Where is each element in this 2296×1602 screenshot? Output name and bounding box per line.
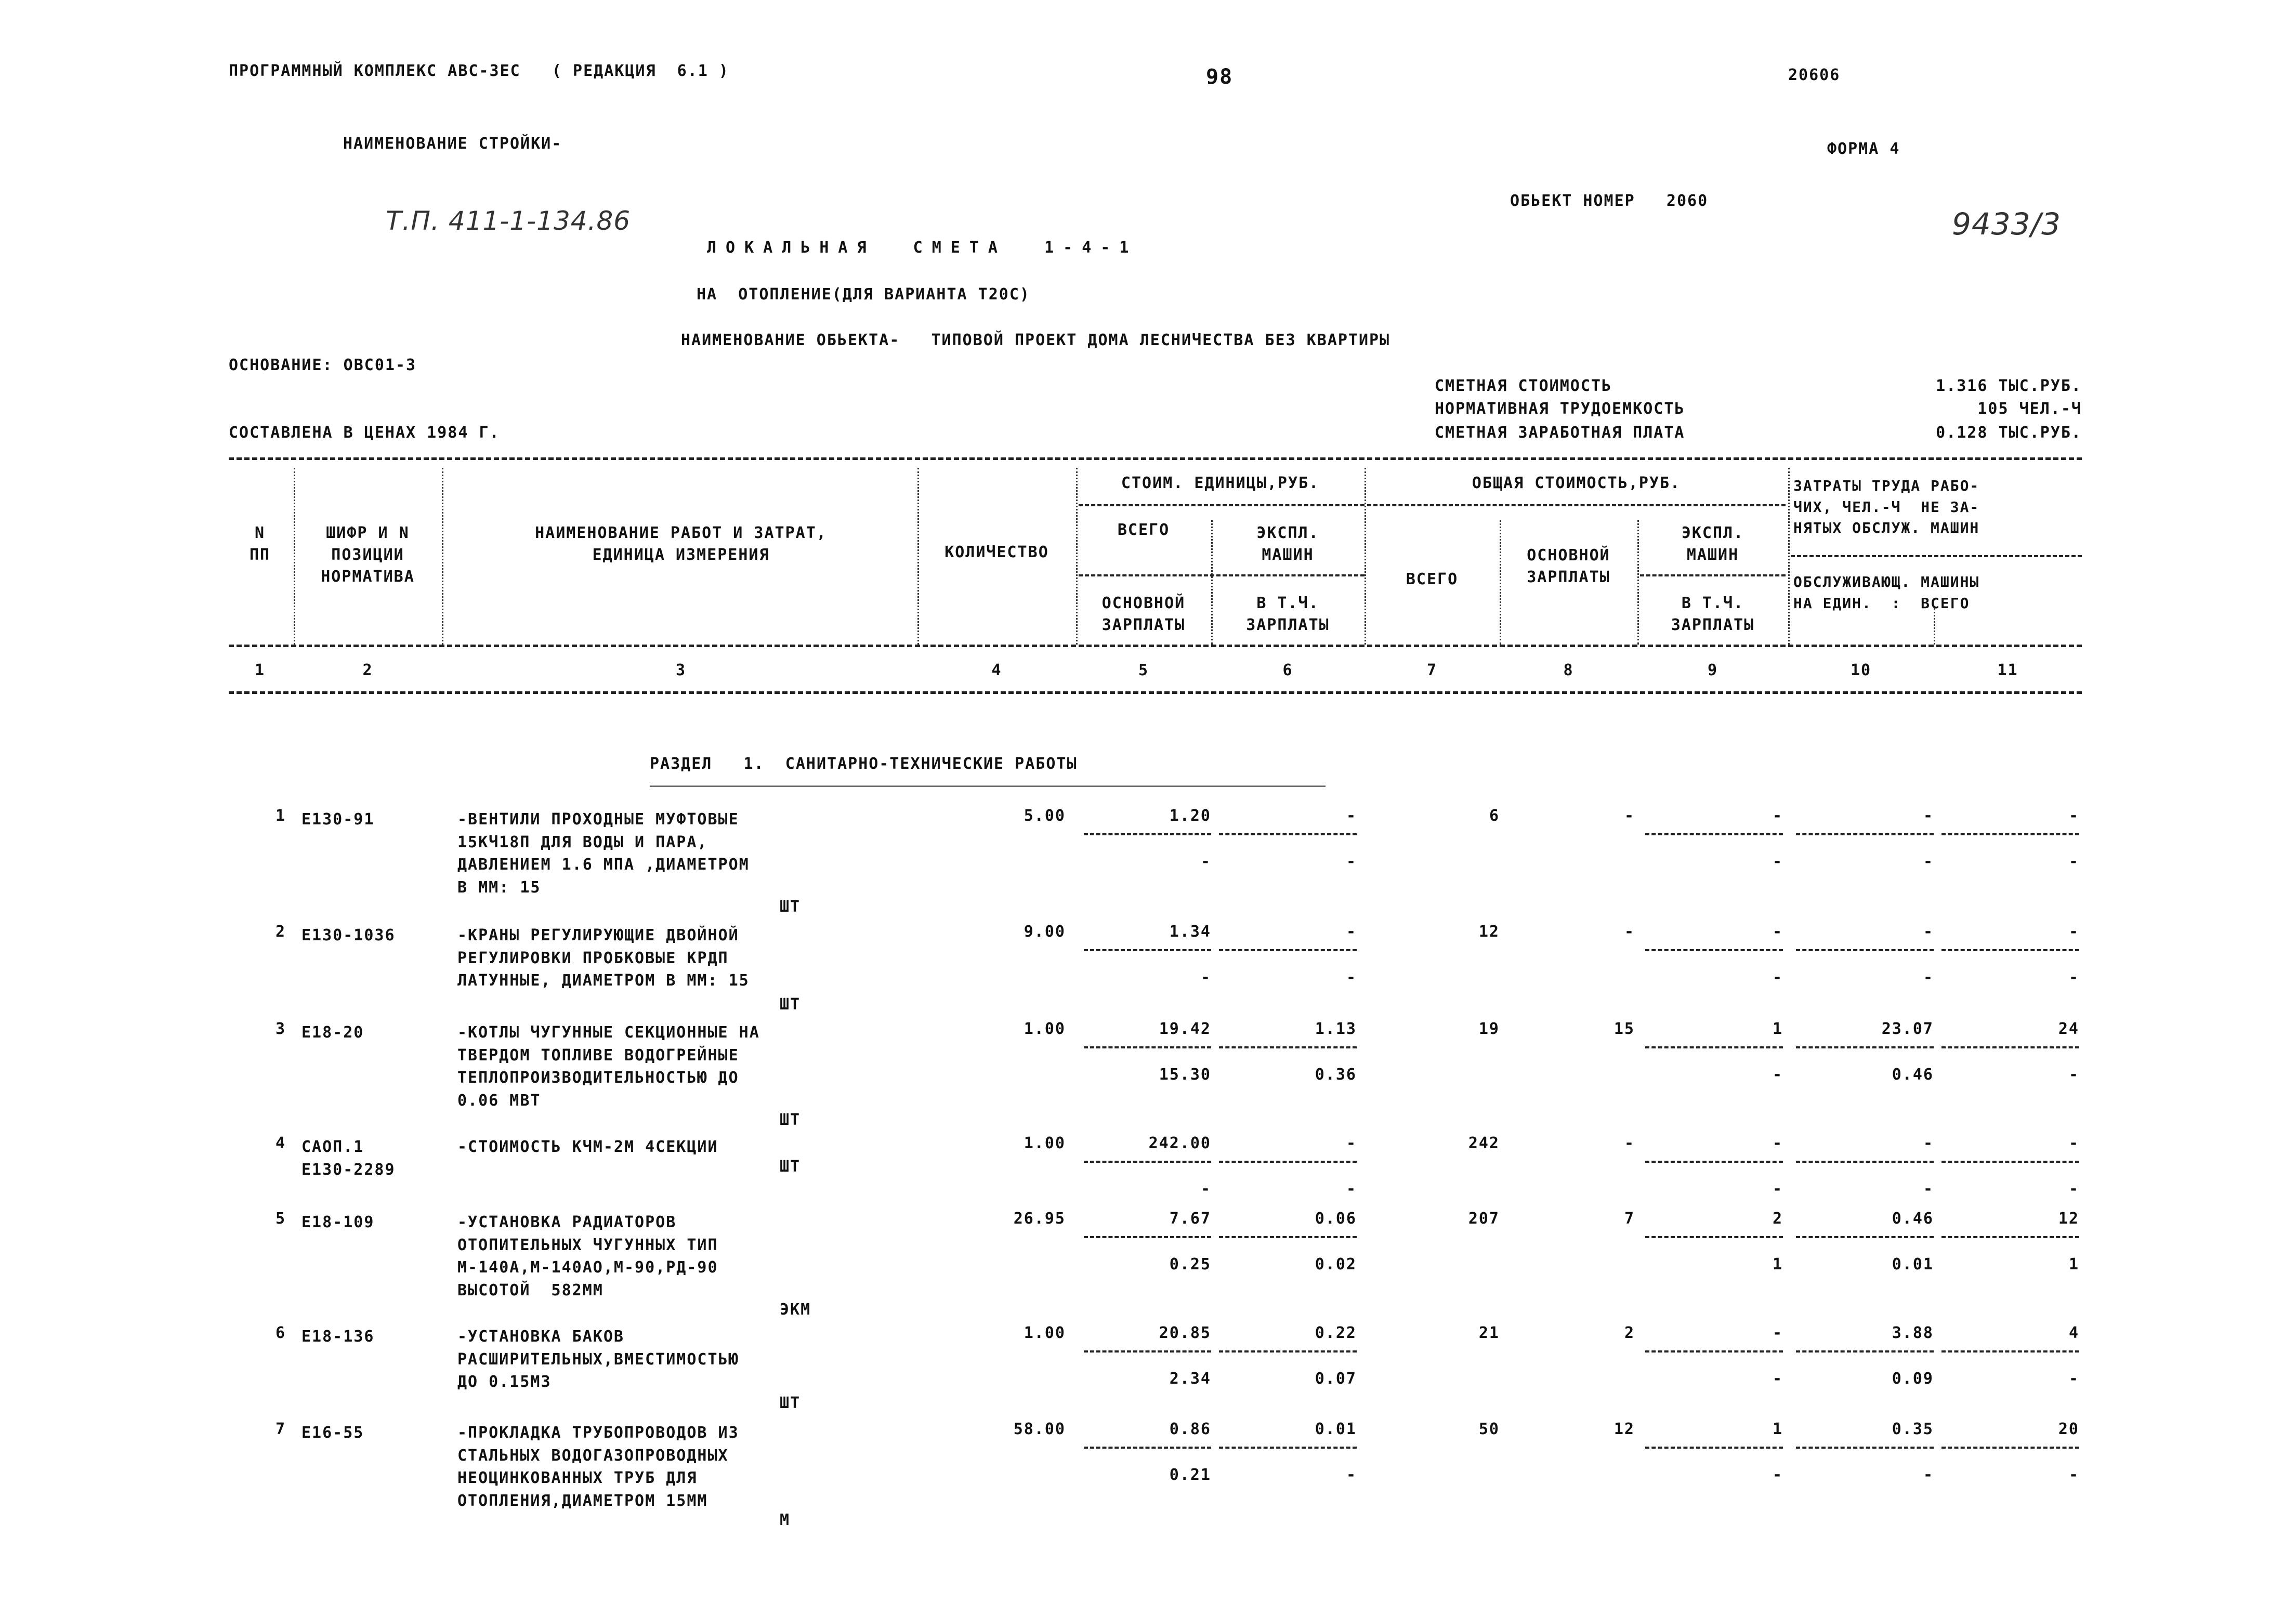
- th-unit-rule: [1079, 504, 1365, 506]
- row-labor-unit: 0.35: [1892, 1420, 1934, 1438]
- col-num-9: 9: [1707, 661, 1718, 679]
- row-labor-total: 12: [2058, 1210, 2079, 1228]
- col-num-8: 8: [1563, 661, 1574, 679]
- row-quantity: 9.00: [1024, 923, 1066, 941]
- row-mach-labor-total: -: [2068, 1370, 2079, 1388]
- row-labor-total-rule: [1941, 1161, 2079, 1163]
- row-unit-total: 20.85: [1159, 1324, 1211, 1342]
- rule-header-bottom: [229, 645, 2082, 647]
- row-total-base: -: [1624, 807, 1635, 825]
- th-unit-rule-2: [1079, 574, 1365, 576]
- col-num-1: 1: [254, 661, 266, 679]
- col-sep-6: [1365, 468, 1366, 645]
- row-mach-labor-total: -: [2068, 852, 2079, 871]
- row-total-mach-rule: [1645, 949, 1783, 951]
- section-underline: [650, 785, 1326, 787]
- row-total-incl: -: [1772, 1370, 1783, 1388]
- row-unit-rule: [1084, 949, 1211, 951]
- row-unit-base: 0.25: [1169, 1255, 1211, 1273]
- col-num-7: 7: [1426, 661, 1438, 679]
- row-mach-rule: [1219, 833, 1357, 835]
- row-mach-rule: [1219, 1046, 1357, 1048]
- row-unit-mach: -: [1346, 1134, 1357, 1152]
- row-unit: М: [780, 1511, 791, 1529]
- row-total-mach-rule: [1645, 1046, 1783, 1048]
- row-total-incl: -: [1772, 1466, 1783, 1484]
- row-unit-base: 15.30: [1159, 1066, 1211, 1084]
- row-total-all: 50: [1478, 1420, 1500, 1438]
- row-mach-labor-unit: 0.46: [1892, 1066, 1934, 1084]
- row-unit-rule: [1084, 833, 1211, 835]
- row-unit-rule: [1084, 1447, 1211, 1449]
- row-total-mach-rule: [1645, 1161, 1783, 1163]
- th-name: НАИМЕНОВАНИЕ РАБОТ И ЗАТРАТ, ЕДИНИЦА ИЗМЕРЕНИЯ: [535, 524, 827, 564]
- summary-value-wage: 0.128 ТЫС.РУБ.: [1936, 424, 2082, 442]
- row-total-mach-rule: [1645, 833, 1783, 835]
- col-sep-9: [1788, 468, 1790, 645]
- th-total-cost: ОБЩАЯ СТОИМОСТЬ,РУБ.: [1472, 474, 1681, 492]
- row-mach-labor-total: -: [2068, 1066, 2079, 1084]
- row-labor-total: -: [2068, 923, 2079, 941]
- program-line: ПРОГРАММНЫЙ КОМПЛЕКС АВС-3ЕС ( РЕДАКЦИЯ 6.1 ): [229, 62, 729, 80]
- row-total-incl: -: [1772, 852, 1783, 871]
- row-labor-total: -: [2068, 807, 2079, 825]
- row-quantity: 1.00: [1024, 1134, 1066, 1152]
- row-labor-unit: -: [1923, 923, 1934, 941]
- construction-label: НАИМЕНОВАНИЕ СТРОЙКИ-: [343, 135, 562, 153]
- row-unit-rule: [1084, 1350, 1211, 1352]
- doc-subtitle: НА ОТОПЛЕНИЕ(ДЛЯ ВАРИАНТА Т20С): [697, 285, 1030, 304]
- row-number: 1: [275, 807, 286, 825]
- row-total-mach: -: [1772, 923, 1783, 941]
- row-labor-total: 20: [2058, 1420, 2079, 1438]
- col-num-10: 10: [1850, 661, 1872, 679]
- row-unit-rule: [1084, 1161, 1211, 1163]
- row-total-base: -: [1624, 1134, 1635, 1152]
- form-label: ФОРМА 4: [1827, 140, 1900, 158]
- col-num-6: 6: [1282, 661, 1293, 679]
- row-mach-rule: [1219, 1236, 1357, 1238]
- row-unit: ШТ: [780, 995, 801, 1014]
- row-unit-mach: 0.22: [1315, 1324, 1357, 1342]
- row-labor-unit-rule: [1796, 1046, 1934, 1048]
- summary-label-cost: СМЕТНАЯ СТОИМОСТЬ: [1435, 377, 1612, 395]
- row-unit-mach: 0.06: [1315, 1210, 1357, 1228]
- th-total-mach: ЭКСПЛ. МАШИН: [1681, 524, 1744, 564]
- row-total-incl: -: [1772, 1066, 1783, 1084]
- row-total-mach: 1: [1772, 1020, 1783, 1038]
- row-labor-unit-rule: [1796, 833, 1934, 835]
- summary-value-cost: 1.316 ТЫС.РУБ.: [1936, 377, 2082, 395]
- row-total-incl: -: [1772, 968, 1783, 987]
- row-unit-incl: 0.07: [1315, 1370, 1357, 1388]
- compiled-prices: СОСТАВЛЕНА В ЦЕНАХ 1984 Г.: [229, 424, 500, 442]
- row-name: -ВЕНТИЛИ ПРОХОДНЫЕ МУФТОВЫЕ 15КЧ18П ДЛЯ ВОДЫ И ПАРА, ДАВЛЕНИЕМ 1.6 МПА ,ДИАМЕТРОМ В ММ: 15: [457, 810, 750, 897]
- row-total-base: 2: [1624, 1324, 1635, 1342]
- row-code: САОП.1 Е130-2289: [301, 1138, 396, 1179]
- row-labor-unit: -: [1923, 807, 1934, 825]
- row-code: Е130-1036: [301, 926, 396, 944]
- row-mach-labor-unit: -: [1923, 968, 1934, 987]
- row-total-incl: -: [1772, 1180, 1783, 1198]
- th-total-incl: В Т.Ч. ЗАРПЛАТЫ: [1671, 594, 1755, 634]
- row-quantity: 5.00: [1024, 807, 1066, 825]
- row-total-all: 21: [1478, 1324, 1500, 1342]
- row-quantity: 1.00: [1024, 1020, 1066, 1038]
- row-unit-incl: 0.02: [1315, 1255, 1357, 1273]
- row-mach-labor-unit: -: [1923, 1180, 1934, 1198]
- row-code: Е18-109: [301, 1213, 375, 1231]
- row-name: -УСТАНОВКА БАКОВ РАСШИРИТЕЛЬНЫХ,ВМЕСТИМОСТЬЮ ДО 0.15М3: [457, 1328, 739, 1391]
- row-labor-total: 4: [2068, 1324, 2079, 1342]
- row-total-mach: -: [1772, 1134, 1783, 1152]
- row-total-mach: 2: [1772, 1210, 1783, 1228]
- col-sep-2: [442, 468, 443, 645]
- row-total-mach: -: [1772, 1324, 1783, 1342]
- row-mach-rule: [1219, 949, 1357, 951]
- row-mach-labor-total: -: [2068, 968, 2079, 987]
- row-labor-total-rule: [1941, 1447, 2079, 1449]
- th-total-rule: [1367, 504, 1786, 506]
- row-unit-incl: 0.36: [1315, 1066, 1357, 1084]
- row-number: 4: [275, 1134, 286, 1152]
- row-labor-unit-rule: [1796, 949, 1934, 951]
- rule-top: [229, 457, 2082, 460]
- summary-label-labor: НОРМАТИВНАЯ ТРУДОЕМКОСТЬ: [1435, 400, 1685, 418]
- th-unit-cost: СТОИМ. ЕДИНИЦЫ,РУБ.: [1121, 474, 1320, 492]
- row-mach-labor-unit: -: [1923, 852, 1934, 871]
- row-code: Е18-136: [301, 1328, 375, 1346]
- summary-value-labor: 105 ЧЕЛ.-Ч: [1977, 400, 2082, 418]
- row-mach-rule: [1219, 1161, 1357, 1163]
- row-unit-total: 242.00: [1148, 1134, 1211, 1152]
- row-name: -СТОИМОСТЬ КЧМ-2М 4СЕКЦИИ: [457, 1138, 718, 1156]
- page-number: 98: [1206, 65, 1234, 89]
- row-number: 3: [275, 1020, 286, 1038]
- row-total-mach-rule: [1645, 1236, 1783, 1238]
- row-total-base: 12: [1613, 1420, 1635, 1438]
- row-total-all: 19: [1478, 1020, 1500, 1038]
- row-number: 6: [275, 1324, 286, 1342]
- row-mach-labor-total: -: [2068, 1180, 2079, 1198]
- row-labor-unit-rule: [1796, 1350, 1934, 1352]
- row-mach-rule: [1219, 1447, 1357, 1449]
- row-unit-total: 1.34: [1169, 923, 1211, 941]
- th-unit-base: ОСНОВНОЙ ЗАРПЛАТЫ: [1101, 594, 1186, 634]
- handwritten-number: 9433/3: [1952, 206, 2062, 242]
- row-code: Е16-55: [301, 1424, 364, 1442]
- row-labor-unit: 0.46: [1892, 1210, 1934, 1228]
- row-code: Е18-20: [301, 1023, 364, 1042]
- row-total-all: 207: [1468, 1210, 1500, 1228]
- row-unit-base: -: [1200, 852, 1211, 871]
- row-unit: ШТ: [780, 1394, 801, 1412]
- row-unit-total: 7.67: [1169, 1210, 1211, 1228]
- col-num-3: 3: [675, 661, 687, 679]
- th-unit-total: ВСЕГО: [1117, 521, 1170, 539]
- doc-title: ЛОКАЛЬНАЯ СМЕТА 1-4-1: [707, 239, 1138, 257]
- row-unit: ЭКМ: [780, 1301, 811, 1319]
- row-mach-labor-total: -: [2068, 1466, 2079, 1484]
- row-unit-incl: -: [1346, 968, 1357, 987]
- row-unit-base: 2.34: [1169, 1370, 1211, 1388]
- col-num-4: 4: [991, 661, 1002, 679]
- row-quantity: 58.00: [1013, 1420, 1066, 1438]
- th-number: N ПП: [249, 524, 271, 564]
- row-total-incl: 1: [1772, 1255, 1783, 1273]
- row-total-base: 7: [1624, 1210, 1635, 1228]
- row-number: 7: [275, 1420, 286, 1438]
- row-labor-unit-rule: [1796, 1236, 1934, 1238]
- row-labor-unit-rule: [1796, 1447, 1934, 1449]
- row-labor-total: -: [2068, 1134, 2079, 1152]
- th-labor-rule: [1791, 555, 2082, 557]
- row-total-base: -: [1624, 923, 1635, 941]
- row-total-mach: 1: [1772, 1420, 1783, 1438]
- col-num-11: 11: [1997, 661, 2018, 679]
- object-number: ОБЬЕКТ НОМЕР 2060: [1510, 192, 1709, 210]
- row-unit-mach: 0.01: [1315, 1420, 1357, 1438]
- row-unit-rule: [1084, 1236, 1211, 1238]
- row-labor-unit: -: [1923, 1134, 1934, 1152]
- th-unit-incl: В Т.Ч. ЗАРПЛАТЫ: [1246, 594, 1330, 634]
- row-labor-total-rule: [1941, 1236, 2079, 1238]
- row-labor-total-rule: [1941, 833, 2079, 835]
- row-unit-incl: -: [1346, 1466, 1357, 1484]
- row-total-all: 242: [1468, 1134, 1500, 1152]
- row-labor-total-rule: [1941, 1046, 2079, 1048]
- row-unit-incl: -: [1346, 1180, 1357, 1198]
- th-code: ШИФР И N ПОЗИЦИИ НОРМАТИВА: [321, 524, 415, 586]
- row-unit-base: -: [1200, 1180, 1211, 1198]
- row-unit: ШТ: [780, 1111, 801, 1129]
- row-unit-mach: 1.13: [1315, 1020, 1357, 1038]
- col-num-5: 5: [1138, 661, 1149, 679]
- row-labor-unit: 23.07: [1881, 1020, 1934, 1038]
- row-unit-rule: [1084, 1046, 1211, 1048]
- th-labor-2: ОБСЛУЖИВАЮЩ. МАШИНЫ НА ЕДИН. : ВСЕГО: [1793, 573, 1980, 612]
- th-total-base: ОСНОВНОЙ ЗАРПЛАТЫ: [1527, 546, 1610, 586]
- row-unit-total: 1.20: [1169, 807, 1211, 825]
- row-labor-unit-rule: [1796, 1161, 1934, 1163]
- row-unit-total: 0.86: [1169, 1420, 1211, 1438]
- doc-code: 20606: [1788, 66, 1841, 84]
- row-unit: ШТ: [780, 1158, 801, 1176]
- section-title: РАЗДЕЛ 1. САНИТАРНО-ТЕХНИЧЕСКИЕ РАБОТЫ: [650, 755, 1078, 773]
- row-name: -УСТАНОВКА РАДИАТОРОВ ОТОПИТЕЛЬНЫХ ЧУГУННЫХ ТИП М-140А,М-140АО,М-90,РД-90 ВЫСОТОЙ 582ММ: [457, 1213, 718, 1299]
- row-total-mach-rule: [1645, 1350, 1783, 1352]
- th-unit-mach: ЭКСПЛ. МАШИН: [1256, 524, 1319, 564]
- row-mach-rule: [1219, 1350, 1357, 1352]
- row-labor-unit: 3.88: [1892, 1324, 1934, 1342]
- row-unit-base: 0.21: [1169, 1466, 1211, 1484]
- summary-label-wage: СМЕТНАЯ ЗАРАБОТНАЯ ПЛАТА: [1435, 424, 1685, 442]
- row-number: 2: [275, 923, 286, 941]
- row-mach-labor-total: 1: [2068, 1255, 2079, 1273]
- row-name: -ПРОКЛАДКА ТРУБОПРОВОДОВ ИЗ СТАЛЬНЫХ ВОДОГАЗОПРОВОДНЫХ НЕОЦИНКОВАННЫХ ТРУБ ДЛЯ ОТОПЛЕНИЯ,ДИАМЕТРОМ 15ММ: [457, 1424, 739, 1510]
- row-quantity: 26.95: [1013, 1210, 1066, 1228]
- row-mach-labor-unit: 0.01: [1892, 1255, 1934, 1273]
- row-quantity: 1.00: [1024, 1324, 1066, 1342]
- row-labor-total-rule: [1941, 949, 2079, 951]
- row-unit-total: 19.42: [1159, 1020, 1211, 1038]
- row-code: Е130-91: [301, 810, 375, 829]
- row-unit-mach: -: [1346, 807, 1357, 825]
- th-labor: ЗАТРАТЫ ТРУДА РАБО- ЧИХ, ЧЕЛ.-Ч НЕ ЗА- НЯТЫХ ОБСЛУЖ. МАШИН: [1793, 477, 1980, 537]
- row-unit-base: -: [1200, 968, 1211, 987]
- row-unit-mach: -: [1346, 923, 1357, 941]
- th-total-all: ВСЕГО: [1406, 570, 1459, 588]
- row-mach-labor-unit: 0.09: [1892, 1370, 1934, 1388]
- row-unit-incl: -: [1346, 852, 1357, 871]
- row-total-mach: -: [1772, 807, 1783, 825]
- col-num-2: 2: [362, 661, 373, 679]
- row-total-base: 15: [1613, 1020, 1635, 1038]
- th-quantity: КОЛИЧЕСТВО: [944, 543, 1049, 561]
- row-unit: ШТ: [780, 898, 801, 916]
- row-mach-labor-unit: -: [1923, 1466, 1934, 1484]
- object-name: НАИМЕНОВАНИЕ ОБЬЕКТА- ТИПОВОЙ ПРОЕКТ ДОМА ЛЕСНИЧЕСТВА БЕЗ КВАРТИРЫ: [681, 331, 1390, 349]
- basis: ОСНОВАНИЕ: ОВС01-3: [229, 356, 417, 374]
- rule-numbers-bottom: [229, 691, 2082, 694]
- th-total-rule-2: [1640, 574, 1786, 576]
- row-total-all: 6: [1489, 807, 1500, 825]
- row-name: -КОТЛЫ ЧУГУННЫЕ СЕКЦИОННЫЕ НА ТВЕРДОМ ТОПЛИВЕ ВОДОГРЕЙНЫЕ ТЕПЛОПРОИЗВОДИТЕЛЬНОСТЬЮ ДО 0.06 МВТ: [457, 1023, 760, 1110]
- row-number: 5: [275, 1210, 286, 1228]
- row-labor-total-rule: [1941, 1350, 2079, 1352]
- row-total-mach-rule: [1645, 1447, 1783, 1449]
- row-name: -КРАНЫ РЕГУЛИРУЮЩИЕ ДВОЙНОЙ РЕГУЛИРОВКИ ПРОБКОВЫЕ КРДП ЛАТУННЫЕ, ДИАМЕТРОМ В ММ: 15: [457, 926, 750, 990]
- handwritten-tp: Т.П. 411-1-134.86: [386, 206, 631, 236]
- row-labor-total: 24: [2058, 1020, 2079, 1038]
- row-total-all: 12: [1478, 923, 1500, 941]
